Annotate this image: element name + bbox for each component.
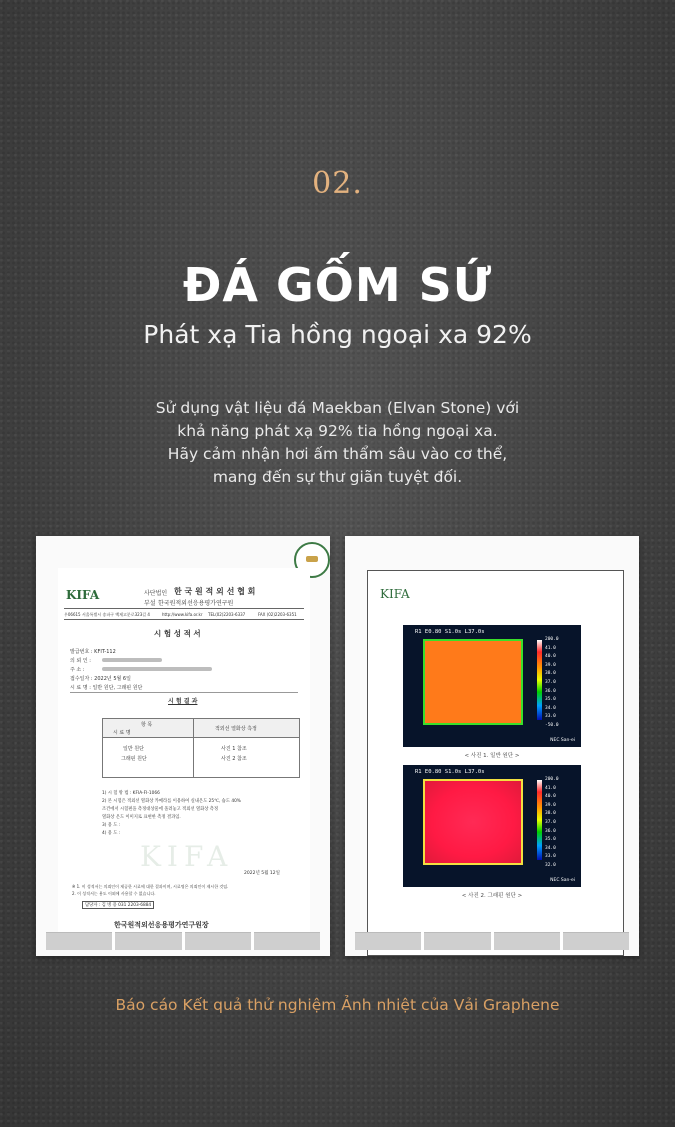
scale-values	[545, 776, 559, 871]
kifa-logo: KIFA	[380, 587, 410, 601]
scale-value: 35.0	[545, 837, 556, 843]
temperature-scale	[537, 640, 542, 720]
note: 2) 본 시험은 적외선 열화상 카메라를 이용하여 실내온도 25℃, 습도 40%	[102, 799, 241, 804]
org-name: 한 국 원 적 외 선 협 회	[174, 587, 256, 596]
scale-value: 39.0	[545, 662, 556, 668]
description-line: khả năng phát xạ 92% tia hồng ngoại xa.	[177, 422, 498, 440]
thermal-caption: < 사진 1. 일반 원단 >	[464, 753, 520, 759]
field: 주 소 :	[70, 667, 85, 673]
description	[70, 397, 605, 489]
table-cell: 그래핀 원단	[121, 756, 147, 762]
scale-value: 35.0	[545, 697, 556, 703]
description-line: Hãy cảm nhận hơi ấm thẩm sâu vào cơ thể,	[167, 445, 508, 463]
scale-value: 38.0	[545, 671, 556, 677]
thermal-header: R1 E0.80 S1.0s L37.0s	[415, 629, 485, 635]
certificate-page	[58, 568, 310, 950]
scale-value: 37.0	[545, 679, 556, 685]
scale-value: 38.0	[545, 811, 556, 817]
tel: TEL(02)2203-6337	[208, 612, 246, 617]
note: 1) 시 험 방 법 : KFIA-FI-1066	[102, 791, 160, 796]
address: 우06615 서울특별시 송파구 백제고분로323길 4	[64, 612, 150, 617]
table-cell: 일반 원단	[123, 746, 144, 752]
note: 열화상 온도 이미지로 표현한 측정 결과임.	[102, 815, 181, 820]
scale-value: 36.0	[545, 688, 556, 694]
thermal-plate	[423, 639, 523, 725]
scale-value: 200.0	[545, 777, 559, 782]
table-header-item: 항 목	[141, 722, 153, 728]
scale-value: 34.0	[545, 845, 556, 851]
scale-value: 41.0	[545, 785, 556, 791]
description-line: mang đến sự thư giãn tuyệt đối.	[212, 468, 463, 486]
thermal-image-2	[403, 765, 581, 887]
thermal-caption: < 사진 2. 그래핀 원단 >	[461, 893, 523, 899]
field: 발급번호 : KFIT-112	[70, 649, 116, 655]
scale-value: 39.0	[545, 802, 556, 808]
result-title: 시 험 결 과	[168, 698, 198, 705]
org-prefix: 사단법인	[144, 590, 168, 597]
scale-value: 33.0	[545, 854, 556, 860]
note: 4) 용 도 :	[102, 831, 121, 836]
contact: 담당자 : 김 병 용 031 2203-6884	[82, 901, 154, 909]
section-subtitle: Phát xạ Tia hồng ngoại xa 92%	[143, 320, 532, 349]
camera-brand: NEC San-ei	[550, 738, 575, 743]
issue-date: 2022년 5월 12일	[244, 871, 280, 876]
scale-value: -50.0	[545, 722, 559, 728]
thermal-header: R1 E0.80 S1.0s L37.0s	[415, 769, 485, 775]
scale-value: 200.0	[545, 637, 559, 642]
section-number: 02.	[312, 166, 363, 201]
footer-bars	[355, 932, 629, 950]
watermark: KIFA	[140, 840, 234, 873]
footer-bars	[46, 932, 320, 950]
scale-value: 36.0	[545, 828, 556, 834]
signature: 한국원적외선응용평가연구원장	[114, 921, 209, 929]
scale-value: 34.0	[545, 705, 556, 711]
table-header-measure: 적외선 열화상 측정	[215, 726, 257, 732]
scale-value: 32.0	[545, 862, 556, 868]
org-sub-prefix: 부설	[144, 600, 156, 607]
org-sub: 한국원적외선응용평가연구원	[158, 600, 234, 607]
footnote: 2. 이 성적서는 용도 이외에 사용할 수 없습니다.	[72, 891, 156, 896]
note: 3) 용 도 :	[102, 823, 121, 828]
kifa-logo: KIFA	[66, 588, 100, 602]
thermal-image-document	[345, 536, 639, 956]
scale-value: 33.0	[545, 714, 556, 720]
table-cell: 사진 1 참조	[221, 746, 247, 752]
field: 의 뢰 인 :	[70, 658, 91, 664]
website: http://www.kifa.or.kr	[162, 612, 203, 617]
camera-brand: NEC San-ei	[550, 878, 575, 883]
description-line: Sử dụng vật liệu đá Maekban (Elvan Stone) với	[155, 399, 520, 417]
footnote: ※ 1. 이 성적서는 의뢰인이 제공한 시료에 대한 결과이며, 시료명은 의뢰인이 제시한 것임.	[72, 884, 229, 889]
thermal-image-1	[403, 625, 581, 747]
fax: FAX (02)2203-6351	[258, 612, 297, 617]
field: 접수일자 : 2022년 5월 6일	[70, 676, 131, 682]
scale-value: 40.0	[545, 794, 556, 800]
report-caption: Báo cáo Kết quả thử nghiệm Ảnh nhiệt của Vải Graphene	[115, 996, 560, 1014]
field: 시 료 명 : 일반 원단, 그래핀 원단	[70, 685, 143, 691]
temperature-scale	[537, 780, 542, 860]
note: 조건에서 시험편을 측정대상물에 올려놓고 적외선 열화상 측정	[102, 807, 219, 812]
doc-title: 시 험 성 적 서	[154, 629, 201, 638]
result-table	[102, 718, 300, 778]
thermal-page	[367, 570, 624, 956]
test-certificate-document	[36, 536, 330, 956]
scale-values	[545, 636, 559, 731]
scale-value: 41.0	[545, 645, 556, 651]
table-header-sample: 시 료 명	[113, 730, 131, 736]
table-cell: 사진 2 참조	[221, 756, 247, 762]
section-title: ĐÁ GỐM SỨ	[182, 258, 493, 312]
thermal-plate	[423, 779, 523, 865]
scale-value: 40.0	[545, 654, 556, 660]
scale-value: 37.0	[545, 819, 556, 825]
